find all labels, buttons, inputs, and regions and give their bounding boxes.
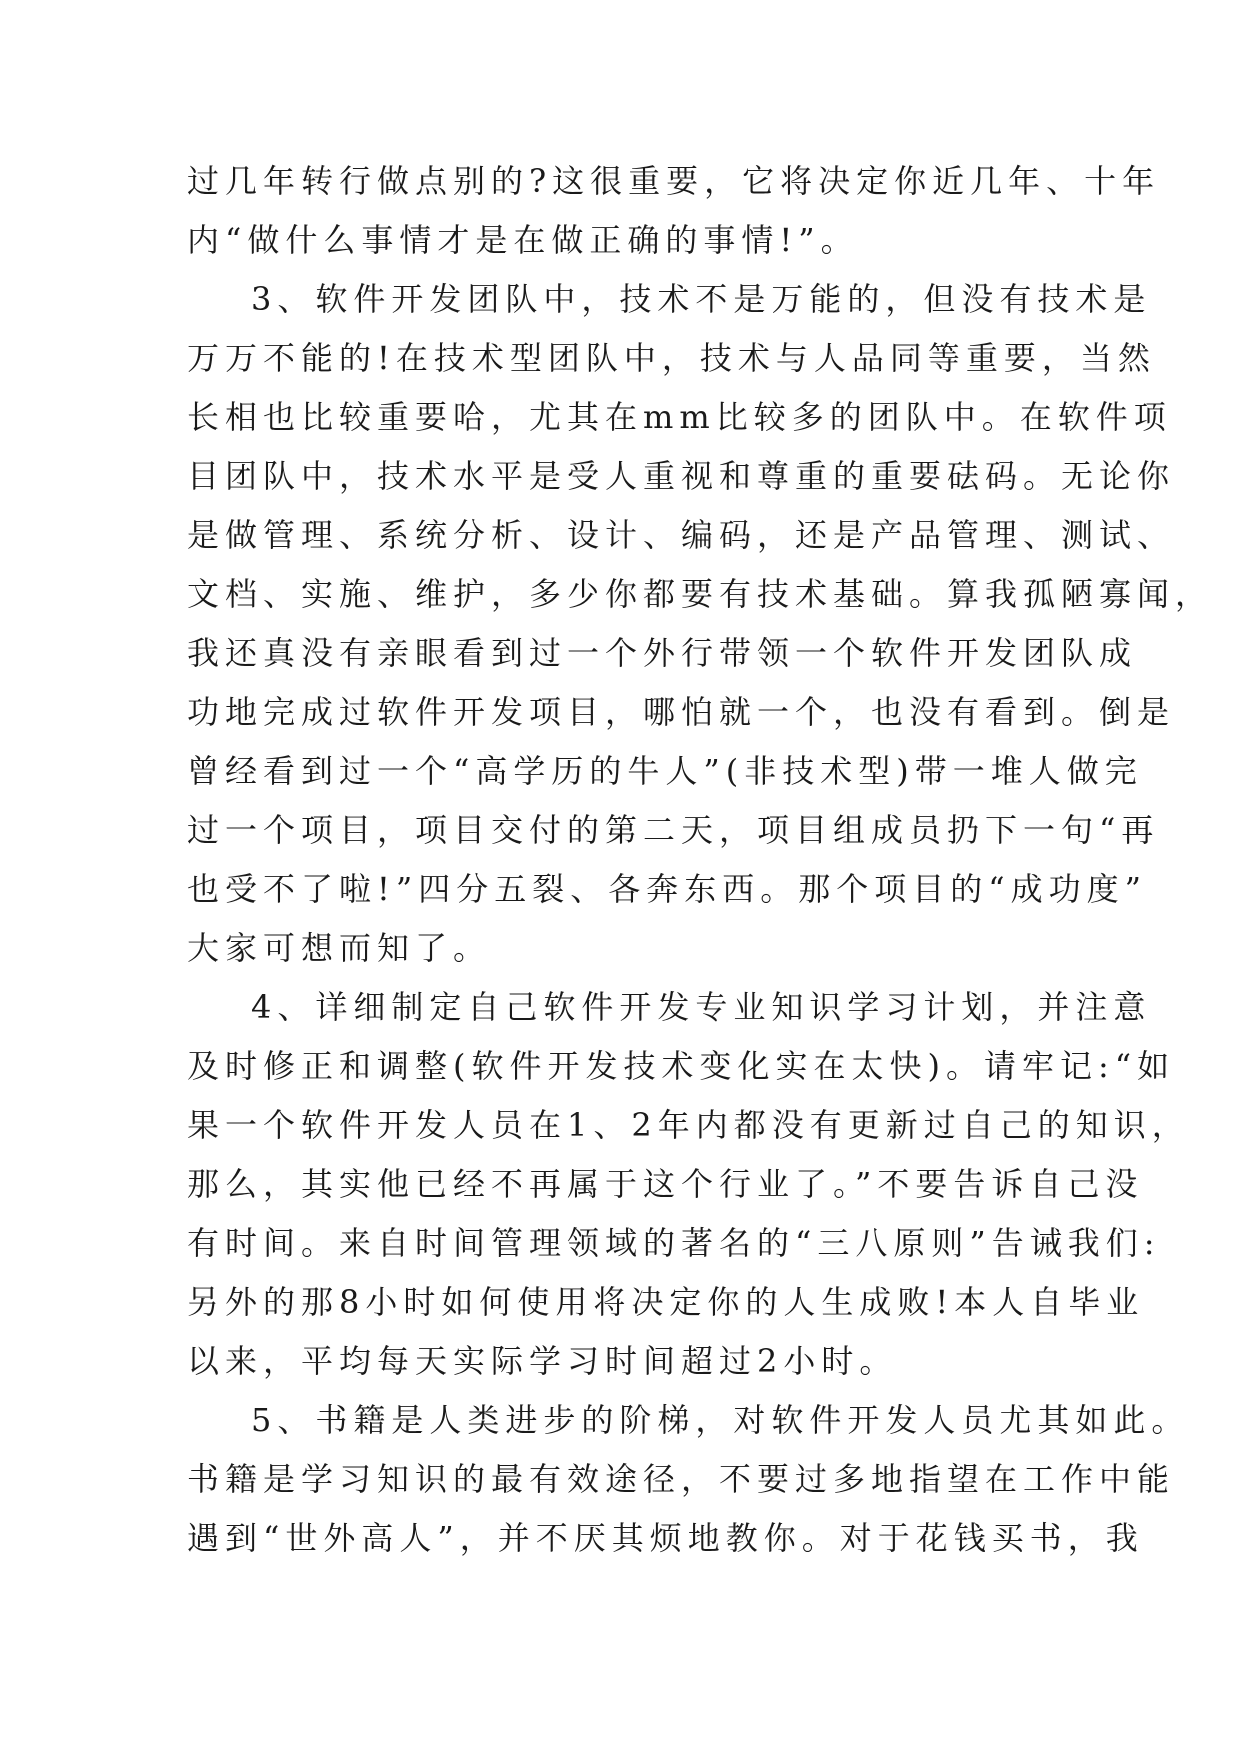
text-line: 目团队中，技术水平是受人重视和尊重的重要砝码。无论你 xyxy=(187,457,1176,495)
text-line: 另外的那8小时如何使用将决定你的人生成败!本人自毕业 xyxy=(187,1283,1145,1321)
text-line: 也受不了啦!”四分五裂、各奔东西。那个项目的“成功度” xyxy=(187,870,1147,908)
text-line: 曾经看到过一个“高学历的牛人”(非技术型)带一堆人做完 xyxy=(187,752,1143,790)
text-line: 大家可想而知了。 xyxy=(187,929,492,967)
body-text xyxy=(187,152,1214,1568)
text-line: 功地完成过软件开发项目，哪怕就一个，也没有看到。倒是 xyxy=(187,693,1176,731)
text-line: 长相也比较重要哈，尤其在mm比较多的团队中。在软件项 xyxy=(187,398,1172,436)
text-line: 文档、实施、维护，多少你都要有技术基础。算我孤陋寡闻， xyxy=(187,575,1214,613)
paragraph-3-first-line: 3、软件开发团队中，技术不是万能的，但没有技术是 xyxy=(251,280,1152,318)
text-line: 过几年转行做点别的?这很重要，它将决定你近几年、十年 xyxy=(187,162,1161,200)
text-line: 及时修正和调整(软件开发技术变化实在太快)。请牢记:“如 xyxy=(187,1047,1176,1085)
text-line: 内“做什么事情才是在做正确的事情!”。 xyxy=(187,221,859,259)
text-line: 那么，其实他已经不再属于这个行业了。”不要告诉自己没 xyxy=(187,1165,1144,1203)
paragraph-4-first-line: 4、详细制定自己软件开发专业知识学习计划，并注意 xyxy=(251,988,1152,1026)
text-line: 过一个项目，项目交付的第二天，项目组成员扔下一句“再 xyxy=(187,811,1160,849)
text-line: 万万不能的!在技术型团队中，技术与人品同等重要，当然 xyxy=(187,339,1156,377)
text-line: 有时间。来自时间管理领域的著名的“三八原则”告诫我们: xyxy=(187,1224,1161,1262)
text-line: 以来，平均每天实际学习时间超过2小时。 xyxy=(187,1342,898,1380)
text-line: 遇到“世外高人”，并不厌其烦地教你。对于花钱买书，我 xyxy=(187,1519,1144,1557)
paragraph-5-first-line: 5、书籍是人类进步的阶梯，对软件开发人员尤其如此。 xyxy=(251,1401,1190,1439)
text-line: 果一个软件开发人员在1、2年内都没有更新过自己的知识， xyxy=(187,1106,1190,1144)
text-line: 书籍是学习知识的最有效途径，不要过多地指望在工作中能 xyxy=(187,1460,1176,1498)
text-line: 我还真没有亲眼看到过一个外行带领一个软件开发团队成 xyxy=(187,634,1138,672)
text-line: 是做管理、系统分析、设计、编码，还是产品管理、测试、 xyxy=(187,516,1176,554)
